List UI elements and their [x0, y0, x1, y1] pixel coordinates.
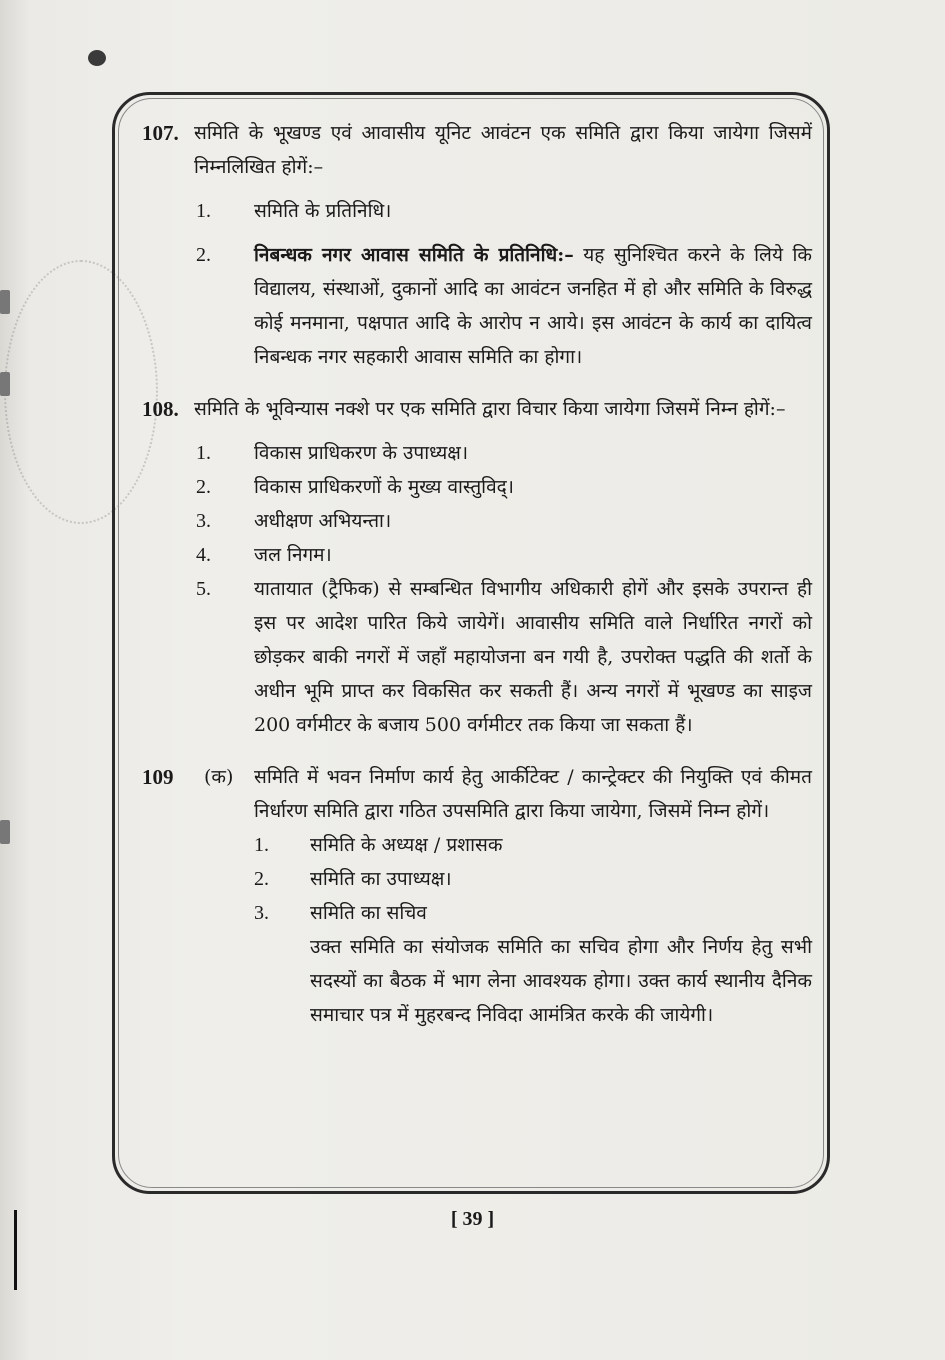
section-number: 109 — [142, 765, 174, 789]
section-number: 107. — [142, 121, 179, 145]
punch-hole — [88, 50, 106, 66]
page-number: [ 39 ] — [450, 1208, 495, 1230]
list-item-number: 2. — [254, 868, 269, 890]
section-107 — [142, 116, 812, 184]
list-item — [254, 896, 812, 930]
list-item-body: यह सुनिश्चित करने के लिये कि विद्यालय, संस्थाओं, दुकानों आदि का आवंटन जनहित में हो और समिति के विरुद्ध कोई मनमाना, पक्षपात आदि के आरोप न आये। इस आवंटन के कार्य का दायित्व निबन्धक नगर सहकारी आवास समिति का होगा। — [254, 244, 812, 368]
list-item-number: 2. — [196, 244, 211, 266]
list-item — [196, 436, 812, 470]
list-item-text: अधीक्षण अभियन्ता। — [254, 510, 392, 532]
staple-mark — [0, 820, 10, 844]
list-item-number: 5. — [196, 578, 211, 600]
staple-mark — [0, 372, 10, 396]
list-item-text: यातायात (ट्रैफिक) से सम्बन्धित विभागीय अधिकारी होगें और इसके उपरान्त ही इस पर आदेश पारित किये जायेगें। आवासीय समिति वाले निर्धारित नगरों को छोड़कर बाकी नगरों में जहाँ महायोजना बन गयी है, उपरोक्त पद्धति की शर्तो के अधीन भूमि प्राप्त कर विकसित कर सकती हैं। अन्य नगरों में भूखण्ड का साइज 200 वर्गमीटर के बजाय 500 वर्गमीटर तक किया जा सकता हैं। — [254, 578, 812, 736]
section-note: उक्त समिति का संयोजक समिति का सचिव होगा और निर्णय हेतु सभी सदस्यों का बैठक में भाग लेना आवश्यक होगा। उक्त कार्य स्थानीय दैनिक समाचार पत्र में मुहरबन्द निविदा आमंत्रित करके की जायेगी। — [310, 936, 812, 1026]
list-item-text: समिति के प्रतिनिधि। — [254, 200, 392, 222]
section-109 — [142, 760, 812, 828]
list-item-heading: निबन्धक नगर आवास समिति के प्रतिनिधि:– — [254, 244, 574, 266]
list-item — [196, 504, 812, 538]
list-item-text: विकास प्राधिकरण के उपाध्यक्ष। — [254, 442, 469, 464]
list-item — [196, 470, 812, 504]
list-item-number: 1. — [254, 834, 269, 856]
list-item — [254, 828, 812, 862]
list-item — [196, 538, 812, 572]
section-number: 108. — [142, 397, 179, 421]
list-item — [196, 238, 812, 374]
list-item-text: जल निगम। — [254, 544, 332, 566]
subsection-label: (क) — [204, 766, 234, 788]
list-item-number: 4. — [196, 544, 211, 566]
list-item-number: 2. — [196, 476, 211, 498]
staple-mark — [0, 290, 10, 314]
list-item-text — [254, 238, 812, 374]
section-intro: समिति में भवन निर्माण कार्य हेतु आर्कीटेक्ट / कान्ट्रेक्टर की नियुक्ति एवं कीमत निर्धारण समिति द्वारा गठित उपसमिति द्वारा किया जायेगा, जिसमें निम्न होगें। — [254, 766, 812, 822]
list-item-text: समिति का उपाध्यक्ष। — [310, 868, 452, 890]
list-item-number: 1. — [196, 200, 211, 222]
section-intro: समिति के भूखण्ड एवं आवासीय यूनिट आवंटन एक समिति द्वारा किया जायेगा जिसमें निम्नलिखित होगें:– — [194, 122, 812, 178]
list-item-text: विकास प्राधिकरणों के मुख्य वास्तुविद्। — [254, 476, 514, 498]
list-item-number: 3. — [196, 510, 211, 532]
list-item — [254, 862, 812, 896]
list-item-text: समिति का सचिव — [310, 902, 427, 924]
list-item — [196, 572, 812, 742]
list-item — [196, 194, 812, 228]
list-item-number: 1. — [196, 442, 211, 464]
section-108 — [142, 392, 812, 426]
section-intro: समिति के भूविन्यास नक्शे पर एक समिति द्वारा विचार किया जायेगा जिसमें निम्न होगें:– — [194, 398, 786, 420]
list-item-text: समिति के अध्यक्ष / प्रशासक — [310, 834, 503, 856]
list-item-number: 3. — [254, 902, 269, 924]
document-body — [142, 116, 812, 1032]
